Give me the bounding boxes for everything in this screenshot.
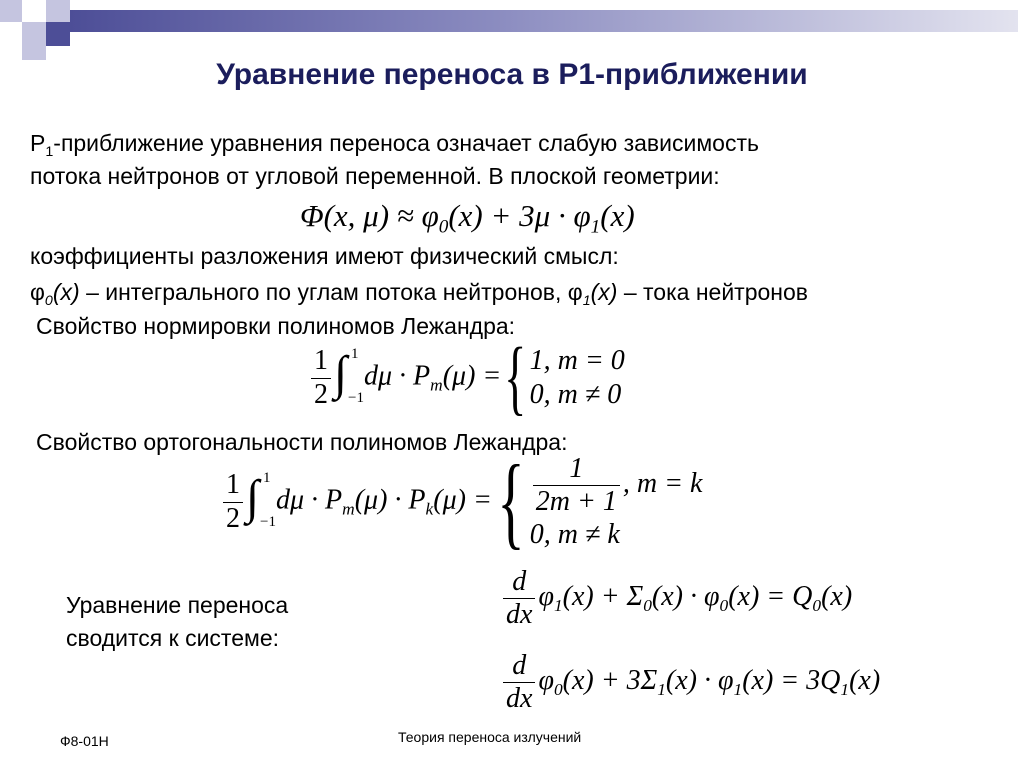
norm-fraction — [311, 345, 331, 410]
orth-case-num: 1 — [533, 453, 620, 486]
orth-case-den: 2m + 1 — [535, 485, 617, 517]
expansion-lhs: Φ(x, μ) ≈ φ — [300, 198, 439, 233]
eq1-a-sub: 1 — [553, 596, 563, 616]
orth-fraction — [223, 469, 243, 534]
orth-body-2: (μ) · P — [354, 484, 426, 516]
orth-cases — [530, 453, 703, 552]
eq1-derivative — [503, 566, 535, 631]
header-square — [46, 0, 70, 22]
header-square — [22, 0, 46, 22]
eq1-d: (x) = Q — [728, 581, 813, 613]
eq1-e: (x) — [821, 581, 853, 613]
norm-fraction-den: 2 — [314, 378, 328, 410]
expansion-formula — [300, 198, 635, 238]
header-square — [22, 22, 46, 46]
eq1-c-sub: 0 — [719, 596, 729, 616]
norm-brace: { — [504, 331, 527, 424]
footer-left: Ф8-01Н — [60, 733, 109, 749]
intro-subscript: 1 — [45, 143, 54, 160]
eq2-derivative — [503, 650, 535, 715]
orth-sub-k: k — [425, 499, 434, 519]
phi1-symbol: φ — [567, 279, 583, 305]
norm-sub-m: m — [430, 375, 443, 395]
eq1-a: φ — [538, 581, 554, 613]
phi0-subscript: 0 — [44, 292, 53, 309]
norm-int-upper: 1 — [351, 346, 359, 362]
intro-line-1 — [30, 127, 759, 159]
system-label-1: Уравнение переноса — [66, 592, 289, 618]
eq2-a: φ — [538, 665, 554, 697]
header-bar — [70, 10, 1018, 32]
orth-case-1 — [530, 453, 703, 518]
expansion-sub-1: 1 — [590, 216, 601, 238]
eq2-d-sub: 1 — [840, 680, 850, 700]
norm-case-1: 1, m = 0 — [529, 345, 625, 377]
phi0-arg: (x) — [52, 279, 80, 305]
coef-line: коэффициенты разложения имеют физический смысл: — [30, 243, 619, 269]
phi1-arg: (x) — [590, 279, 618, 305]
eq2-d-den: dx — [506, 683, 533, 715]
eq2-b: (x) + 3Σ — [562, 665, 658, 697]
orth-case-fraction — [533, 453, 620, 518]
system-equation-1 — [500, 566, 852, 631]
header-square — [0, 0, 22, 22]
orth-integral — [246, 470, 276, 530]
integral-sign: ∫ — [246, 471, 260, 524]
intro-prefix: P — [30, 130, 46, 156]
intro-line-1-text: -приближение уравнения переноса означает слабую зависимость — [53, 130, 759, 156]
eq2-d: (x) = 3Q — [742, 665, 841, 697]
eq2-c-sub: 1 — [733, 680, 743, 700]
expansion-mid: (x) + 3μ · φ — [448, 198, 591, 233]
orth-case-1-rest: , m = k — [622, 467, 703, 499]
orth-fraction-den: 2 — [226, 502, 240, 534]
phi1-description: – тока нейтронов — [617, 279, 809, 305]
header-square — [46, 22, 70, 46]
expansion-sub-0: 0 — [438, 216, 449, 238]
phi1-subscript: 1 — [582, 292, 591, 309]
orth-case-2: 0, m ≠ k — [529, 518, 620, 550]
eq1-d-den: dx — [506, 599, 533, 631]
orth-formula — [220, 444, 703, 559]
norm-case-2: 0, m ≠ 0 — [529, 379, 622, 410]
eq2-a-sub: 0 — [553, 680, 563, 700]
eq1-d-sub: 0 — [812, 596, 822, 616]
expansion-end: (x) — [600, 198, 635, 233]
orth-sub-m: m — [342, 499, 355, 519]
eq2-e: (x) — [849, 665, 881, 697]
eq2-b-sub: 1 — [657, 680, 666, 700]
eq1-b: (x) + Σ — [562, 581, 644, 613]
norm-cases — [530, 344, 625, 411]
eq1-d-num: d — [503, 566, 535, 599]
norm-int-lower: −1 — [348, 390, 364, 406]
phi0-symbol: φ — [30, 279, 45, 305]
header-square — [0, 22, 22, 46]
norm-body: dμ · P — [364, 360, 431, 392]
system-label-2: сводится к системе: — [66, 625, 279, 651]
norm-fraction-num: 1 — [311, 345, 331, 378]
norm-label: Свойство нормировки полиномов Лежандра: — [36, 313, 516, 339]
phi0-description: – интегрального по углам потока нейтронов, — [79, 279, 568, 305]
orth-body-3: (μ) = — [433, 484, 492, 516]
slide-title: Уравнение переноса в P1-приближении — [216, 58, 808, 91]
eq1-b-sub: 0 — [643, 596, 652, 616]
system-equation-2 — [500, 650, 880, 715]
orth-body: dμ · P — [276, 484, 343, 516]
eq1-c: (x) · φ — [651, 581, 720, 613]
norm-integral — [334, 346, 364, 406]
integral-sign: ∫ — [334, 347, 348, 400]
eq2-c: (x) · φ — [665, 665, 734, 697]
orth-int-upper: 1 — [263, 470, 271, 486]
footer-center: Теория переноса излучений — [398, 729, 582, 745]
eq2-d-num: d — [503, 650, 535, 683]
orth-label: Свойство ортогональности полиномов Лежандра: — [36, 429, 568, 455]
norm-formula — [308, 331, 625, 424]
intro-line-2: потока нейтронов от угловой переменной. В плоской геометрии: — [30, 163, 720, 189]
orth-fraction-num: 1 — [223, 469, 243, 502]
norm-body-2: (μ) = — [442, 360, 502, 392]
orth-int-lower: −1 — [260, 514, 276, 530]
orth-brace: { — [497, 444, 525, 559]
phi-line — [30, 276, 808, 308]
